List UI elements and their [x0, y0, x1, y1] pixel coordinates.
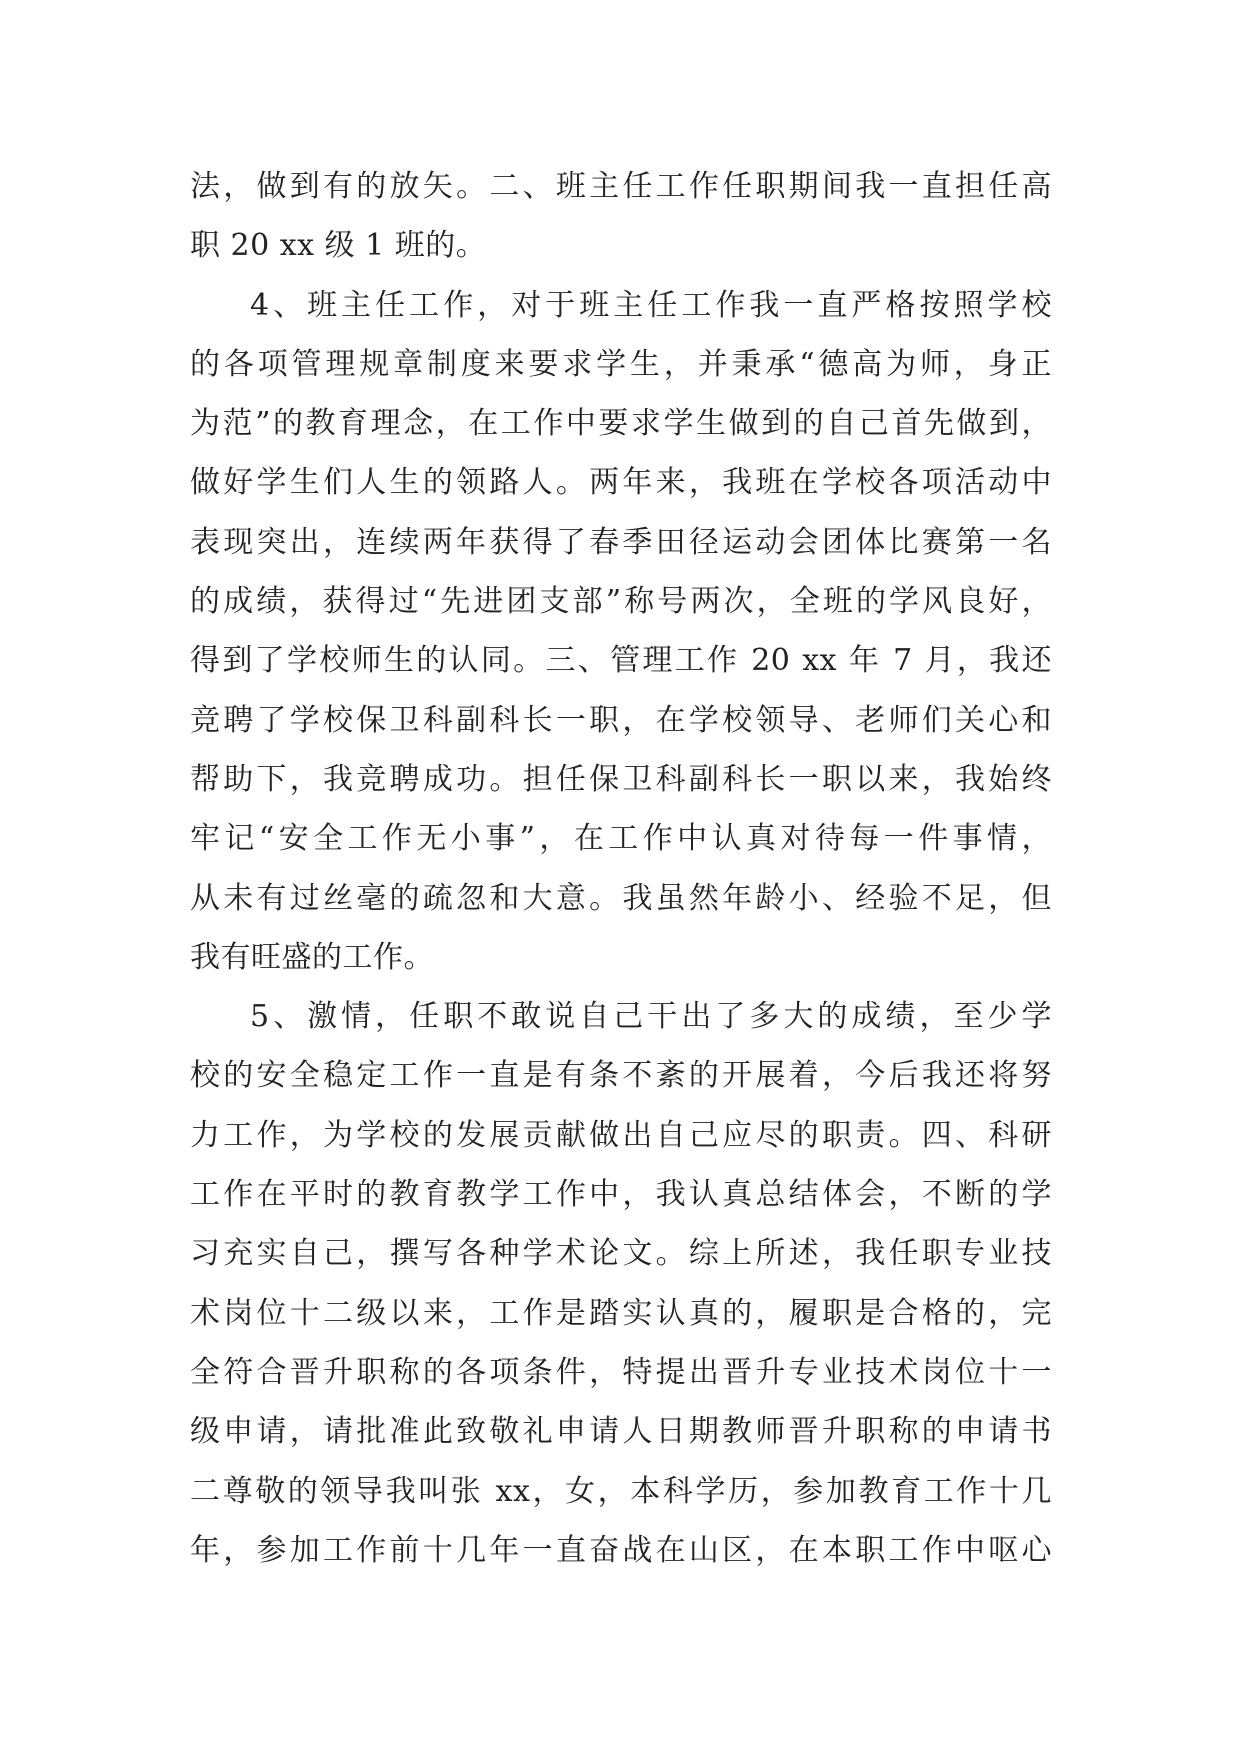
text-line: 工作在平时的教育教学工作中，我认真总结体会，不断的学	[190, 1177, 1052, 1213]
text-line: 校的安全稳定工作一直是有条不紊的开展着，今后我还将努	[190, 1058, 1052, 1094]
text-line: 牢记“安全工作无小事”，在工作中认真对待每一件事情，	[190, 821, 1052, 857]
paragraph-first-line: 4、班主任工作，对于班主任工作我一直严格按照学校	[250, 287, 1052, 323]
text-line: 全符合晋升职称的各项条件，特提出晋升专业技术岗位十一	[190, 1354, 1052, 1390]
text-line: 的各项管理规章制度来要求学生，并秉承“德高为师，身正	[190, 346, 1052, 382]
text-line: 习充实自己，撰写各种学术论文。综上所述，我任职专业技	[190, 1236, 1052, 1272]
text-line: 我有旺盛的工作。	[190, 939, 434, 975]
text-line: 职 20 xx 级 1 班的。	[190, 228, 487, 264]
text-line: 法，做到有的放矢。二、班主任工作任职期间我一直担任高	[190, 169, 1052, 204]
text-line: 竞聘了学校保卫科副科长一职，在学校领导、老师们关心和	[190, 702, 1052, 738]
body-text	[190, 157, 1052, 1580]
text-line: 得到了学校师生的认同。三、管理工作 20 xx 年 7 月，我还	[190, 643, 1052, 679]
text-line: 术岗位十二级以来，工作是踏实认真的，履职是合格的，完	[190, 1295, 1052, 1331]
text-line: 级申请，请批准此致敬礼申请人日期教师晋升职称的申请书	[190, 1414, 1052, 1450]
text-line: 的成绩，获得过“先进团支部”称号两次，全班的学风良好，	[190, 584, 1052, 620]
text-line: 做好学生们人生的领路人。两年来，我班在学校各项活动中	[190, 465, 1052, 501]
text-line: 从未有过丝毫的疏忽和大意。我虽然年龄小、经验不足，但	[190, 880, 1052, 916]
text-line: 二尊敬的领导我叫张 xx，女，本科学历，参加教育工作十几	[190, 1473, 1052, 1509]
text-line: 为范”的教育理念，在工作中要求学生做到的自己首先做到，	[190, 406, 1052, 442]
text-line: 年，参加工作前十几年一直奋战在山区，在本职工作中呕心	[190, 1532, 1052, 1568]
text-line: 力工作，为学校的发展贡献做出自己应尽的职责。四、科研	[190, 1117, 1052, 1153]
text-line: 帮助下，我竞聘成功。担任保卫科副科长一职以来，我始终	[190, 761, 1052, 797]
paragraph-first-line: 5、激情，任职不敢说自己干出了多大的成绩，至少学	[250, 999, 1052, 1035]
text-line: 表现突出，连续两年获得了春季田径运动会团体比赛第一名	[190, 524, 1052, 560]
